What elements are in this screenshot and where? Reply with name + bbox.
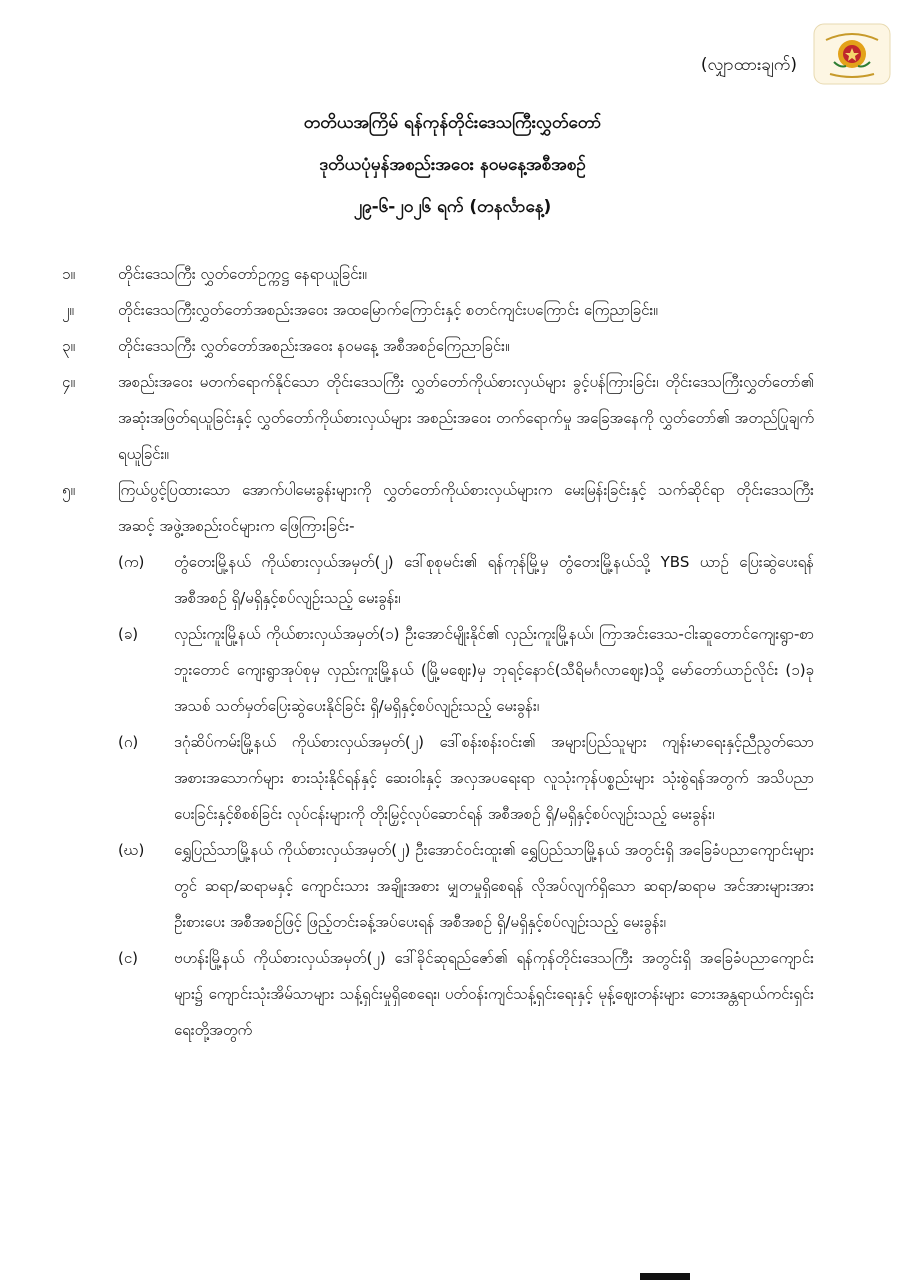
agenda-item [62,364,814,472]
question-marker: (ဂ) [118,733,139,751]
question-text: ရွှေပြည်သာမြို့နယ် ကိုယ်စားလှယ်အမှတ်(၂) ဦးအောင်ဝင်းထူး၏ ရွှေပြည်သာမြို့နယ် အတွင်းရှိ အခြေခံပညာကျောင်းများတွင် ဆရာ/ဆရာမနှင့် ကျောင်းသား အချိုးအစား မျှတမှုရှိစေရန် လိုအပ်လျက်ရှိသော ဆရာ/ဆရာမ အင်အားများအား ဦးစားပေး အစီအစဉ်ဖြင့် ဖြည့်တင်းခန့်အပ်ပေးရန် အစီအစဉ် ရှိ/မရှိနှင့်စပ်လျဉ်းသည့် မေးခွန်း၊ [174,841,814,931]
agenda-item-number: ၄။ [62,373,75,391]
title-line-2: ဒုတိယပုံမှန်အစည်းအဝေး နဝမနေ့အစီအစဉ် [319,155,586,175]
question-item [118,940,814,1048]
question-text: လှည်းကူးမြို့နယ် ကိုယ်စားလှယ်အမှတ်(၁) ဦးအောင်မျိုးနိုင်၏ လှည်းကူးမြို့နယ်၊ ကြာအင်းဒေသ-ငါးဆူတောင်ကျေးရွာ-စာဘူးတောင် ကျေးရွာအုပ်စုမှ လှည်းကူးမြို့နယ် (မြို့မဈေး)မှ ဘုရင့်နောင်(သီရိမင်္ဂလာဈေး)သို့ မော်တော်ယာဉ်လိုင်း (၁)ခု အသစ် သတ်မှတ်ပြေးဆွဲပေးနိုင်ခြင်း ရှိ/မရှိနှင့်စပ်လျဉ်းသည့် မေးခွန်း၊ [174,625,814,715]
agenda-item-text: တိုင်းဒေသကြီး လွှတ်တော်အစည်းအဝေး နဝမနေ့ အစီအစဉ်ကြေညာခြင်း။ [118,337,510,355]
question-marker: (င) [118,949,139,967]
agenda-item [62,472,814,544]
agenda-item-number: ၃။ [62,337,75,355]
question-marker: (ခ) [118,625,139,643]
question-item [118,832,814,940]
agenda-item-number: ၅။ [62,481,75,499]
draft-marker: (လျှာထားချက်) [700,55,797,75]
question-text: ဗဟန်းမြို့နယ် ကိုယ်စားလှယ်အမှတ်(၂) ဒေါ်ခိုင်ဆုရည်ဇော်၏ ရန်ကုန်တိုင်းဒေသကြီး အတွင်းရှိ အခြေခံပညာကျောင်းများ၌ ကျောင်းသုံးအိမ်သာများ သန့်ရှင်းမှုရှိစေရေး၊ ပတ်ဝန်းကျင်သန့်ရှင်းရေးနှင့် မုန့်ဈေးတန်းများ ဘေးအန္တရာယ်ကင်းရှင်းရေးတို့အတွက် [174,949,814,1039]
question-marker: (က) [118,553,145,571]
question-item [118,724,814,832]
agenda-item-text: တိုင်းဒေသကြီး လွှတ်တော်ဥက္ကဋ္ဌ နေရာယူခြင်း။ [118,265,367,283]
question-item [118,616,814,724]
question-item [118,544,814,616]
question-list [118,544,814,1048]
state-seal-icon [812,22,892,86]
agenda-list [62,256,814,1048]
agenda-item-text: ကြယ်ပွင့်ပြထားသော အောက်ပါမေးခွန်းများကို လွှတ်တော်ကိုယ်စားလှယ်များက မေးမြန်းခြင်းနှင့် သက်ဆိုင်ရာ တိုင်းဒေသကြီးအဆင့် အဖွဲ့အစည်းဝင်များက ဖြေကြားခြင်း- [118,481,814,535]
agenda-item [62,328,814,364]
agenda-item [62,292,814,328]
title-line-1: တတိယအကြိမ် ရန်ကုန်တိုင်းဒေသကြီးလွှတ်တော် [303,113,602,133]
document-title [0,112,905,238]
agenda-item [62,256,814,292]
agenda-item-text: တိုင်းဒေသကြီးလွှတ်တော်အစည်းအဝေး အထမြောက်ကြောင်းနှင့် စတင်ကျင်းပကြောင်း ကြေညာခြင်း။ [118,301,658,319]
agenda-item-number: ၂။ [62,301,74,319]
page-edge-bar [640,1273,690,1280]
question-text: တွံတေးမြို့နယ် ကိုယ်စားလှယ်အမှတ်(၂) ဒေါ်စုစုမင်း၏ ရန်ကုန်မြို့မှ တွံတေးမြို့နယ်သို့ YBS ယာဉ် ပြေးဆွဲပေးရန်အစီအစဉ် ရှိ/မရှိနှင့်စပ်လျဉ်းသည့် မေးခွန်း၊ [174,553,814,607]
agenda-item-text: အစည်းအဝေး မတက်ရောက်နိုင်သော တိုင်းဒေသကြီး လွှတ်တော်ကိုယ်စားလှယ်များ ခွင့်ပန်ကြားခြင်း၊ တိုင်းဒေသကြီးလွှတ်တော်၏ အဆုံးအဖြတ်ရယူခြင်းနှင့် လွှတ်တော်ကိုယ်စားလှယ်များ အစည်းအဝေး တက်ရောက်မှု အခြေအနေကို လွှတ်တော်၏ အတည်ပြုချက်ရယူခြင်း။ [118,373,814,463]
agenda-item-number: ၁။ [62,265,75,283]
question-text: ဒဂုံဆိပ်ကမ်းမြို့နယ် ကိုယ်စားလှယ်အမှတ်(၂) ဒေါ်စန်းစန်းဝင်း၏ အများပြည်သူများ ကျန်းမာရေးနှင့်ညီညွတ်သော အစားအသောက်များ စားသုံးနိုင်ရန်နှင့် ဆေးဝါးနှင့် အလှအပရေးရာ လူသုံးကုန်ပစ္စည်းများ သုံးစွဲရန်အတွက် အသိပညာပေးခြင်းနှင့်စိစစ်ခြင်း လုပ်ငန်းများကို တိုးမြှင့်လုပ်ဆောင်ရန် အစီအစဉ် ရှိ/မရှိနှင့်စပ်လျဉ်းသည့် မေးခွန်း၊ [174,733,814,823]
question-marker: (ဃ) [118,841,145,859]
title-line-3: ၂၉-၆-၂၀၂၆ ရက် (တနင်္လာနေ့) [353,197,552,217]
